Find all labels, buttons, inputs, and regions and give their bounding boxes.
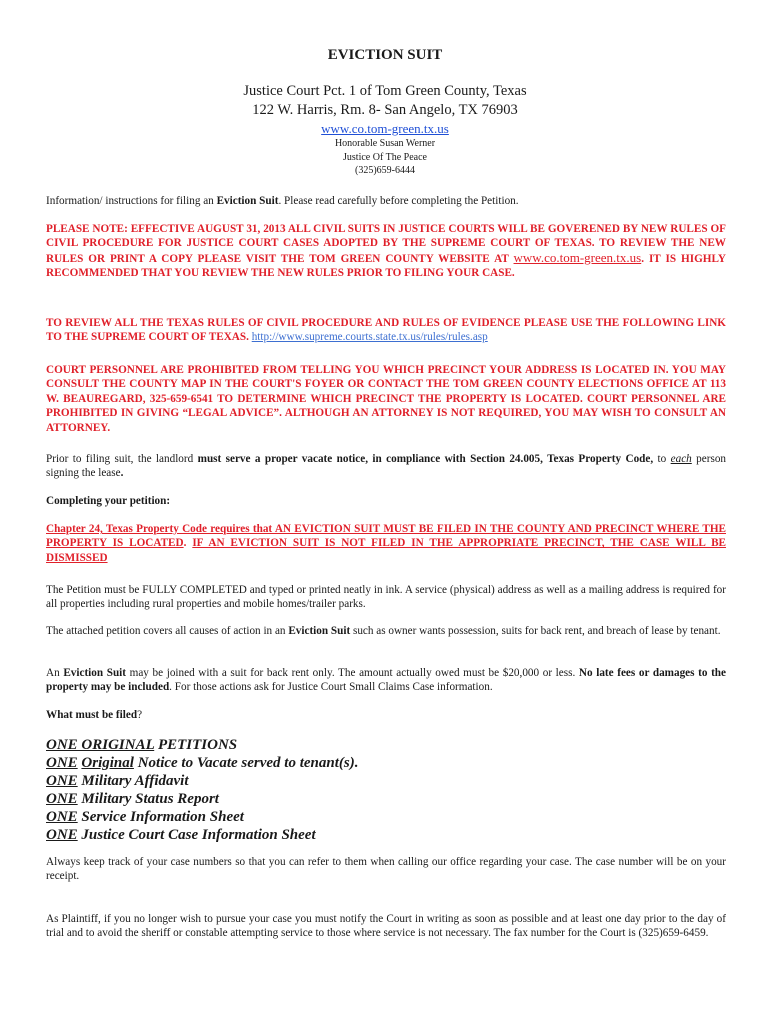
filing-label: PETITIONS [154,737,238,753]
case-number-paragraph: Always keep track of your case numbers so that you can refer to them when calling our office regarding your case. The case number will be on your receipt. [46,856,726,883]
filing-count: ONE [46,809,78,825]
filing-count: ONE [46,827,78,843]
filing-original: Original [81,755,134,771]
petition-paragraph: The Petition must be FULLY COMPLETED and typed or printed neatly in ink. A service (physical) address as well as a mailing address is required for all properties including rural properties and mobile homes/trailer parks. [46,584,726,611]
judge-title: Justice Of The Peace [343,152,427,163]
joined-bold1: Eviction Suit [63,667,126,679]
notice2-text: TO REVIEW ALL THE TEXAS RULES OF CIVIL PROCEDURE AND RULES OF EVIDENCE PLEASE USE THE FOLLOWING LINK TO THE SUPREME COURT OF TEXAS. [46,317,726,344]
filing-label: Military Affidavit [77,773,189,789]
chapter-24-notice [46,522,726,565]
court-website-wrap [0,121,770,137]
notice1-text-a: PLEASE NOTE: EFFECTIVE AUGUST 31, 2013 ALL CIVIL SUITS IN JUSTICE COURTS WILL BE GOVERENED BY NEW RULES OF CIVIL PROCEDURE FOR JUSTICE COURT CASES ADOPTED BY THE SUPREME COURT OF TEXAS. TO REVIEW THE NEW RULES OR PRINT A COPY PLEASE VISIT THE TOM GREEN COUNTY WEBSITE AT [46,223,726,265]
court-phone: (325)659-6444 [355,165,415,176]
joined-text-a: An [46,667,64,679]
plaintiff-paragraph: As Plaintiff, if you no longer wish to pursue your case you must notify the Court in writing as soon as possible and at least one day prior to the day of trial and to avoid the sheriff or constable attempting service to those where service is not necessary. The fax number for the Court is (325)659-6459. [46,913,726,940]
joined-text-c: . For those actions ask for Justice Court Small Claims Case information. [169,681,493,694]
filing-label: Service Information Sheet [77,809,244,825]
chapter-text-b: . [183,537,193,550]
court-address: 122 W. Harris, Rm. 8- San Angelo, TX 76903 [252,102,518,118]
joined-suit-paragraph [46,666,726,695]
chapter-text-c: IF AN EVICTION SUIT IS NOT FILED IN THE APPROPRIATE PRECINCT, THE CASE WILL BE DISMISSED [46,537,727,564]
notice1-website-link[interactable]: www.co.tom-green.tx.us [513,249,642,265]
prior-bold: must serve a proper vacate notice, in compliance with Section 24.005, Texas Property Code, [197,453,654,465]
list-item [46,790,726,808]
what-filed-q: ? [137,709,143,721]
court-website-link[interactable]: www.co.tom-green.tx.us [321,121,449,136]
prior-dot: . [120,467,124,480]
prior-text-c: person signing the lease [46,453,727,480]
filing-label: Military Status Report [77,791,219,807]
judge-name: Honorable Susan Werner [334,138,436,149]
filing-count: ONE [46,755,78,771]
attached-text-b: such as owner wants possession, suits for back rent, and breach of lease by tenant. [350,625,721,637]
chapter-text-a: Chapter 24, Texas Property Code requires that AN EVICTION SUIT MUST BE FILED IN THE COUNTY AND PRECINCT WHERE THE PROPERTY IS LOCATED [46,523,726,550]
notice-court-personnel: COURT PERSONNEL ARE PROHIBITED FROM TELLING YOU WHICH PRECINCT YOUR ADDRESS IS LOCATED IN. YOU MAY CONSULT THE COUNTY MAP IN THE COURT'S FOYER OR CONTACT THE TOM GREEN COUNTY ELECTIONS OFFICE AT 113 W. BEAUREGARD, 325-659-6541 TO DETERMINE WHICH PRECINCT THE PROPERTY IS LOCATED. COURT PERSONNEL ARE PROHIBITED IN GIVING “LEGAL ADVICE”. ALTHOUGH AN ATTORNEY IS NOT REQUIRED, YOU MAY WISH TO CONSULT AN ATTORNEY. [46,364,726,434]
list-item [46,826,726,844]
joined-text-b: may be joined with a suit for back rent only. The amount actually owed must be $20,000 or less. [126,667,579,679]
filing-label: Justice Court Case Information Sheet [77,827,316,843]
list-item [46,736,726,754]
attached-text-a: The attached petition covers all causes of action in an [46,625,289,637]
joined-bold2: No late fees or damages to the property may be included [46,667,726,694]
prior-text-b: to [653,453,671,465]
notice1-text-b: . IT IS HIGHLY RECOMMENDED THAT YOU REVIEW THE NEW RULES PRIOR TO FILING YOUR CASE. [46,252,726,280]
page-title: EVICTION SUIT [327,47,443,63]
filing-list [46,736,726,844]
list-item [46,808,726,826]
intro-bold: Eviction Suit [216,195,279,207]
intro-text-b: . Please read carefully before completing the Petition. [278,195,519,207]
completing-heading: Completing your petition: [46,495,171,507]
what-filed-bold: What must be filed [46,709,138,721]
intro-text-a: Information/ instructions for filing an [46,195,217,207]
prior-text-a: Prior to filing suit, the landlord [46,453,198,465]
list-item [46,754,726,772]
attached-petition-paragraph [46,624,726,638]
prior-each: each [670,453,692,465]
filing-count: ONE [46,791,78,807]
what-must-be-filed [46,708,726,722]
court-name: Justice Court Pct. 1 of Tom Green County, Texas [243,83,527,99]
list-item [46,772,726,790]
filing-label: Notice to Vacate served to tenant(s). [133,755,359,771]
prior-to-filing-paragraph [46,452,726,481]
notice-new-rules [46,222,726,281]
attached-bold: Eviction Suit [288,625,351,637]
filing-count: ONE ORIGINAL [46,737,155,753]
filing-count: ONE [46,773,78,789]
notice-texas-rules [46,316,726,345]
supreme-court-rules-link[interactable]: http://www.supreme.courts.state.tx.us/rules/rules.asp [251,331,488,344]
intro-paragraph [46,194,726,208]
